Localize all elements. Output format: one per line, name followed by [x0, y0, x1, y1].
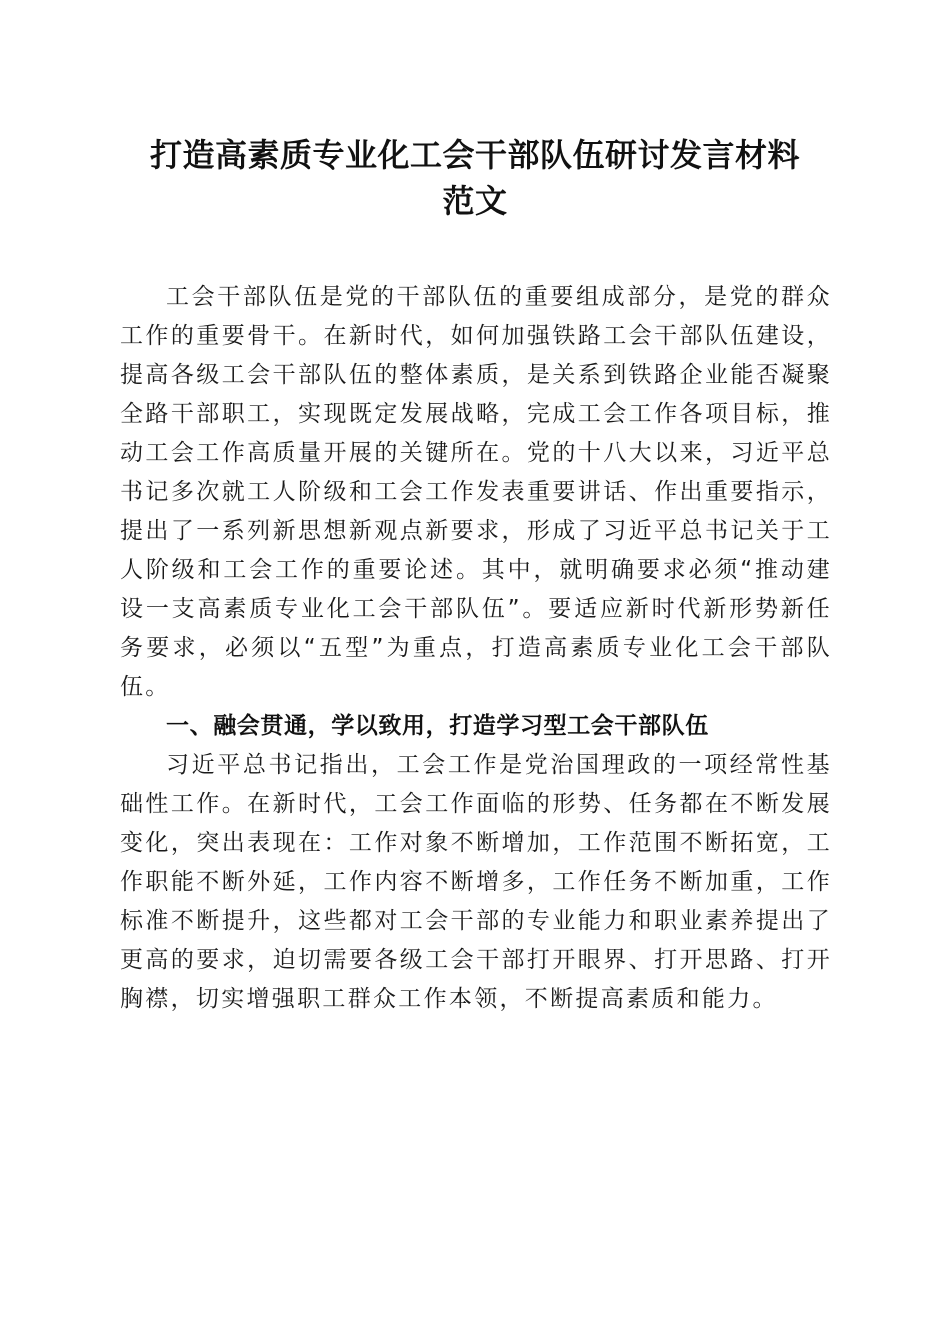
document-body — [120, 278, 832, 1019]
title-line-1: 打造高素质专业化工会干部队伍研讨发言材料 — [149, 136, 800, 174]
section-heading-1: 一、融会贯通，学以致用，打造学习型工会干部队伍 — [166, 713, 709, 739]
section-1-paragraph: 习近平总书记指出，工会工作是党治国理政的一项经常性基础性工作。在新时代，工会工作面临的形势、任务都在不断发展变化，突出表现在：工作对象不断增加，工作范围不断拓宽，工作职能不断外延，工作内容不断增多，工作任务不断加重，工作标准不断提升，这些都对工会干部的专业能力和职业素养提出了更高的要求，迫切需要各级工会干部打开眼界、打开思路、打开胸襟，切实增强职工群众工作本领，不断提高素质和能力。 — [120, 752, 832, 1012]
intro-paragraph: 工会干部队伍是党的干部队伍的重要组成部分，是党的群众工作的重要骨干。在新时代，如何加强铁路工会干部队伍建设，提高各级工会干部队伍的整体素质，是关系到铁路企业能否凝聚全路干部职工，实现既定发展战略，完成工会工作各项目标，推动工会工作高质量开展的关键所在。党的十八大以来，习近平总书记多次就工人阶级和工会工作发表重要讲话、作出重要指示，提出了一系列新思想新观点新要求，形成了习近平总书记关于工人阶级和工会工作的重要论述。其中，就明确要求必须“推动建设一支高素质专业化工会干部队伍”。要适应新时代新形势新任务要求，必须以“五型”为重点，打造高素质专业化工会干部队伍。 — [120, 284, 832, 700]
document-title — [100, 132, 850, 224]
title-line-2: 范文 — [442, 182, 508, 220]
